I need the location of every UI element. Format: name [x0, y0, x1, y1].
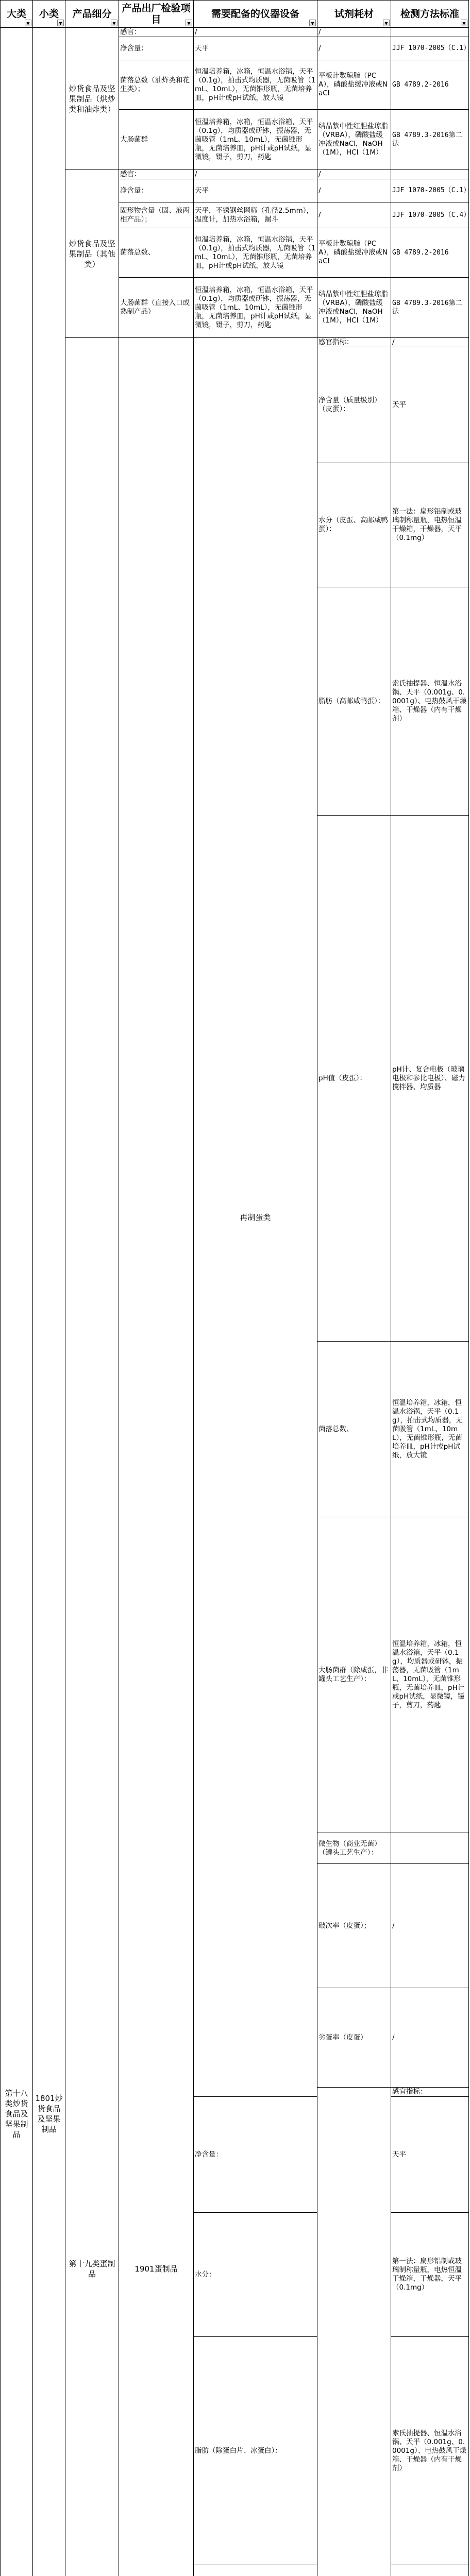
reagent-cell[interactable]: /: [317, 202, 391, 228]
inspection-item-cell[interactable]: 感官：: [119, 28, 194, 37]
equipment-cell[interactable]: 恒温培养箱，冰箱，恒温水浴锅，天平（0.1g），拍击式均质器，无菌吸管（1mL、10mL），无菌锥形瓶，无菌培养皿，pH计或pH试纸，放大镜: [194, 60, 317, 110]
reagent-cell[interactable]: 结晶紫中性红胆盐琼脂（VRBA），磷酸盐缓冲液或NaCl，NaOH（1M），HCl（1M）: [317, 110, 391, 170]
reagent-cell[interactable]: 平板计数琼脂（PCA），磷酸盐缓冲液或NaCl: [317, 60, 391, 110]
inspection-item-cell[interactable]: 感官指标：: [317, 338, 391, 347]
equipment-cell[interactable]: 天平: [391, 2097, 469, 2213]
header-label: 试剂耗材: [334, 8, 374, 20]
equipment-cell[interactable]: 索氏抽提器、恒温水浴锅、天平（0.001g、0.0001g）、电热鼓风干燥箱、干燥器（内有干燥剂）: [391, 2337, 469, 2565]
reagent-cell[interactable]: 平板计数琼脂（PCA），磷酸盐缓冲液或NaCl: [317, 228, 391, 278]
inspection-item-cell[interactable]: 大肠菌群（直接入口或熟制产品）: [119, 278, 194, 338]
reagent-cell[interactable]: 结晶紫中性红胆盐琼脂（VRBA），磷酸盐缓冲液或NaCl，NaOH（1M），HCl（1M）: [317, 278, 391, 338]
standard-cell[interactable]: GB 4789.3-2016第二法: [391, 110, 469, 170]
category-cell[interactable]: 第十八类炒货食品及坚果制品: [1, 28, 33, 2576]
product-cell[interactable]: [317, 2088, 391, 2576]
standard-cell[interactable]: [391, 170, 469, 179]
product-cell[interactable]: 再制蛋类: [194, 338, 317, 2097]
inspection-item-cell[interactable]: 脂肪（除蛋白片、冰蛋白）：: [194, 2337, 317, 2565]
filter-dropdown-icon[interactable]: ▼: [57, 20, 64, 26]
equipment-cell[interactable]: [391, 2565, 469, 2576]
inspection-item-cell[interactable]: 脂肪（高邮咸鸭蛋）：: [317, 587, 391, 816]
header-equipment: [194, 1, 317, 28]
filter-dropdown-icon[interactable]: ▼: [383, 20, 390, 26]
equipment-cell[interactable]: [391, 1833, 469, 1864]
header-label: 需要配备的仪器设备: [211, 8, 299, 20]
filter-dropdown-icon[interactable]: ▼: [111, 20, 118, 26]
standard-cell[interactable]: JJF 1070-2005（C.1）: [391, 37, 469, 60]
standard-cell[interactable]: GB 4789.2-2016: [391, 228, 469, 278]
equipment-cell[interactable]: 天平: [194, 179, 317, 202]
inspection-item-cell[interactable]: 水分（皮蛋、高邮咸鸭蛋）：: [317, 463, 391, 587]
inspection-item-cell[interactable]: 微生物（商业无菌）（罐头工艺生产）：: [317, 1833, 391, 1864]
standard-cell[interactable]: GB 4789.2-2016: [391, 60, 469, 110]
equipment-cell[interactable]: 天平: [194, 37, 317, 60]
inspection-item-cell[interactable]: 劣蛋率（皮蛋）: [317, 1988, 391, 2088]
product-cell[interactable]: 炒货食品及坚果制品（烘炒类和油炸类）: [65, 28, 119, 170]
equipment-cell[interactable]: 恒温培养箱，冰箱，恒温水浴锅，天平（0.1g），拍击式均质器，无菌吸管（1mL、10mL），无菌锥形瓶，无菌培养皿，pH计或pH试纸，放大镜: [391, 1342, 469, 1517]
table-row: [1, 338, 469, 347]
header-category: [1, 1, 33, 28]
equipment-cell[interactable]: 恒温培养箱，冰箱，恒温水浴箱，天平（0.1g），均质器或研钵，振荡器，无菌吸管（1mL、10mL），无菌锥形瓶，无菌培养皿，pH计或pH试纸，显微镜，镊子，剪刀，药匙: [194, 278, 317, 338]
reagent-cell[interactable]: /: [317, 170, 391, 179]
filter-dropdown-icon[interactable]: ▼: [309, 20, 316, 26]
inspection-item-cell[interactable]: 菌落总数、: [119, 228, 194, 278]
equipment-cell[interactable]: 第一法：扁形铝制或玻璃制称量瓶，电热恒温干燥箱，干燥器，天平（0.1mg）: [391, 463, 469, 587]
standard-cell[interactable]: JJF 1070-2005（C.1）: [391, 179, 469, 202]
inspection-item-cell[interactable]: 感官指标：: [391, 2088, 469, 2097]
header-inspection-item: [119, 1, 194, 28]
header-reagents: [317, 1, 391, 28]
filter-dropdown-icon[interactable]: ▼: [186, 20, 192, 26]
inspection-item-cell[interactable]: 感官：: [119, 170, 194, 179]
category-cell[interactable]: 第十九类蛋制品: [65, 338, 119, 2576]
inspection-item-cell[interactable]: 菌落总数、: [317, 1342, 391, 1517]
filter-dropdown-icon[interactable]: ▼: [25, 20, 31, 26]
equipment-cell[interactable]: /: [194, 28, 317, 37]
subcategory-cell[interactable]: 1801炒货食品及坚果制品: [33, 28, 65, 2576]
inspection-item-cell[interactable]: [194, 2565, 317, 2576]
equipment-cell[interactable]: /: [391, 1988, 469, 2088]
filter-dropdown-icon[interactable]: ▼: [461, 20, 467, 26]
inspection-item-cell[interactable]: 净含量（质量级别）（皮蛋）：: [317, 347, 391, 463]
standard-cell[interactable]: [391, 28, 469, 37]
header-label: 大类: [7, 8, 26, 20]
equipment-cell[interactable]: /: [194, 170, 317, 179]
reagent-cell[interactable]: /: [317, 179, 391, 202]
equipment-cell[interactable]: /: [391, 1864, 469, 1988]
inspection-item-cell[interactable]: 水分：: [194, 2213, 317, 2337]
header-row: [1, 1, 469, 28]
inspection-item-cell[interactable]: 大肠菌群: [119, 110, 194, 170]
equipment-cell[interactable]: 索氏抽提器、恒温水浴锅、天平（0.001g、0.0001g）、电热鼓风干燥箱、干燥器（内有干燥剂）: [391, 587, 469, 816]
inspection-item-cell[interactable]: 固形物含量（固、液两相产品）；: [119, 202, 194, 228]
standard-cell[interactable]: GB 4789.3-2016第二法: [391, 278, 469, 338]
equipment-cell[interactable]: 恒温培养箱，冰箱，恒温水浴箱，天平（0.1g），均质器或研钵，振荡器，无菌吸管（1mL、10mL），无菌锥形瓶，无菌培养皿，pH计或pH试纸，显微镜，镊子，剪刀，药匙: [391, 1517, 469, 1833]
inspection-item-cell[interactable]: pH值（皮蛋）：: [317, 816, 391, 1342]
equipment-cell[interactable]: 恒温培养箱，冰箱，恒温水浴箱，天平（0.1g），均质器或研钵，振荡器，无菌吸管（1mL、10mL），无菌锥形瓶，无菌培养皿，pH计或pH试纸，显微镜，镊子，剪刀，药匙: [194, 110, 317, 170]
product-cell[interactable]: 炒货食品及坚果制品（其他类）: [65, 170, 119, 338]
inspection-item-cell[interactable]: 净含量：: [119, 179, 194, 202]
inspection-item-cell[interactable]: 菌落总数（油炸类和花生类）；: [119, 60, 194, 110]
equipment-cell[interactable]: 第一法：扁形铝制或玻璃制称量瓶，电热恒温干燥箱，干燥器，天平（0.1mg）: [391, 2213, 469, 2337]
header-label: 小类: [39, 8, 59, 20]
table-row: [1, 28, 469, 37]
inspection-item-cell[interactable]: 大肠菌群（除咸蛋，非罐头工艺生产）：: [317, 1517, 391, 1833]
subcategory-cell[interactable]: 1901蛋制品: [119, 338, 194, 2576]
inspection-item-cell[interactable]: 净含量：: [119, 37, 194, 60]
header-product: [65, 1, 119, 28]
equipment-cell[interactable]: 恒温培养箱，冰箱，恒温水浴锅，天平（0.1g），拍击式均质器，无菌吸管（1mL、10mL），无菌锥形瓶，无菌培养皿，pH计或pH试纸，放大镜: [194, 228, 317, 278]
header-label: 检测方法标准: [400, 8, 459, 20]
equipment-cell[interactable]: 天平: [391, 347, 469, 463]
reagent-cell[interactable]: /: [317, 37, 391, 60]
header-standard: [391, 1, 469, 28]
header-subcategory: [33, 1, 65, 28]
header-label: 产品细分: [72, 8, 111, 20]
equipment-cell[interactable]: pH计、复合电极（玻璃电极和参比电极）、磁力搅拌器、均质器: [391, 816, 469, 1342]
inspection-item-cell[interactable]: 净含量：: [194, 2097, 317, 2213]
standard-cell[interactable]: JJF 1070-2005（C.4）: [391, 202, 469, 228]
equipment-cell[interactable]: 天平，不锈钢丝网筛（孔径2.5mm），温度计，加热水浴箱，漏斗: [194, 202, 317, 228]
table-row: [1, 170, 469, 179]
equipment-cell[interactable]: /: [391, 338, 469, 347]
reagent-cell[interactable]: /: [317, 28, 391, 37]
header-label: 产品出厂检验项目: [122, 3, 190, 25]
inspection-item-cell[interactable]: 破次率（皮蛋）；: [317, 1864, 391, 1988]
